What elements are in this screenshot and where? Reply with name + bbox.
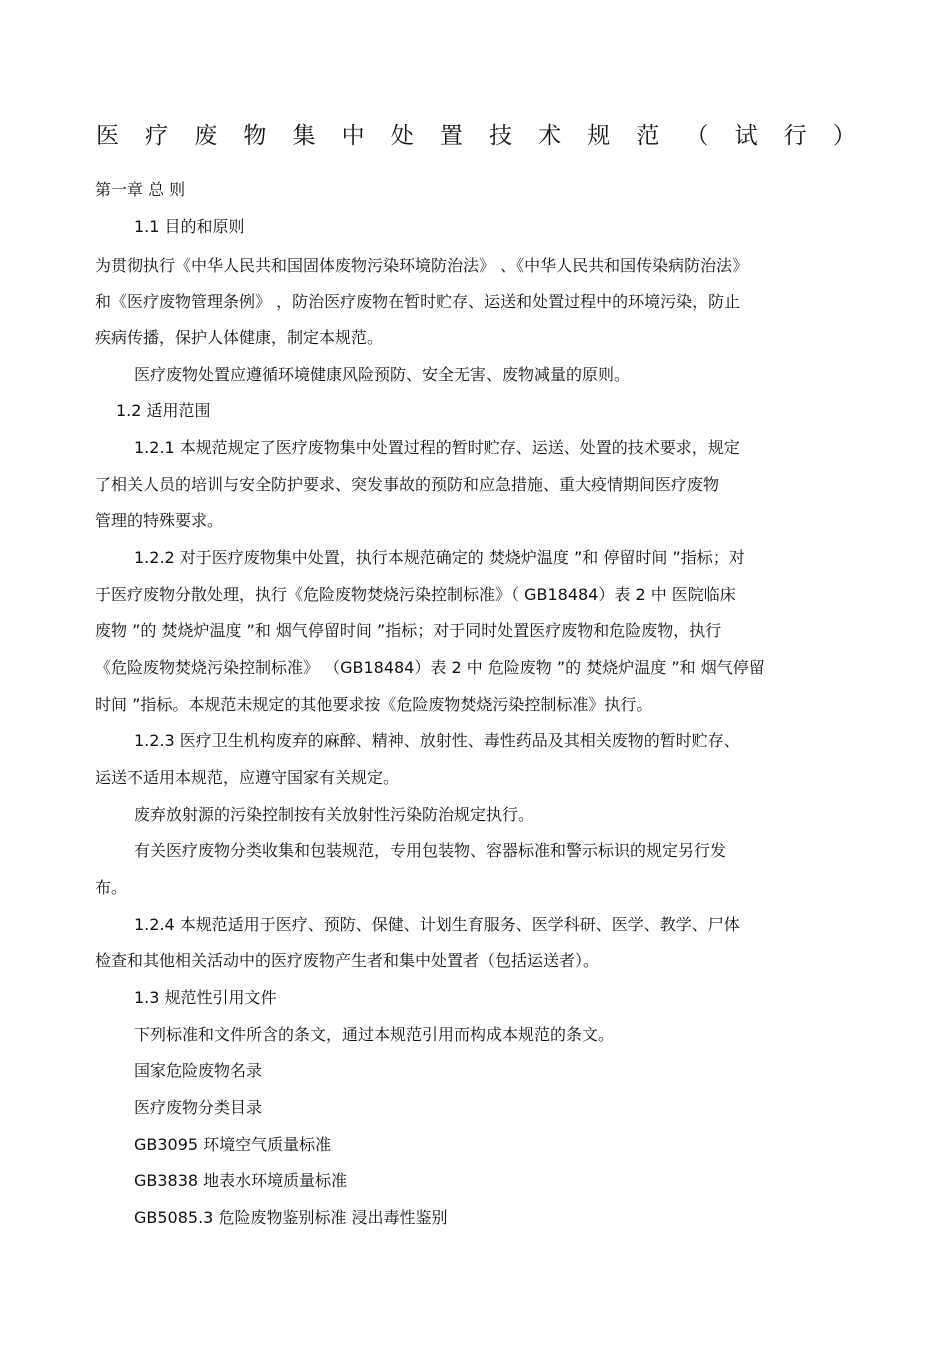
reference-item: 国家危险废物名录 (134, 1061, 263, 1080)
paragraph-line: 疾病传播，保护人体健康，制定本规范。 (95, 328, 384, 347)
title-char: 疗 (145, 122, 169, 149)
paragraph-line: 1.2.3 医疗卫生机构废弃的麻醉、精神、放射性、毒性药品及其相关废物的暂时贮存、 (134, 731, 740, 750)
paragraph-line: 《危险废物焚烧污染控制标准》 （GB18484）表 2 中 危险废物 ”的 焚烧炉温度 ”和 烟气停留 (95, 658, 765, 677)
paragraph-line: 管理的特殊要求。 (95, 511, 224, 530)
title-char: 废 (194, 122, 218, 149)
title-char: 集 (292, 122, 316, 149)
title-char: ） (832, 122, 856, 149)
paragraph-line: 时间 ”指标。本规范未规定的其他要求按《危险废物焚烧污染控制标准》执行。 (95, 695, 653, 714)
paragraph-line: 医疗废物处置应遵循环境健康风险预防、安全无害、废物减量的原则。 (134, 365, 631, 384)
paragraph-line: 1.2.4 本规范适用于医疗、预防、保健、计划生育服务、医学科研、医学、教学、尸体 (134, 915, 740, 934)
paragraph-line: 为贯彻执行《中华人民共和国固体废物污染环境防治法》 、《中华人民共和国传染病防治法》 (95, 256, 749, 275)
title-char: 物 (243, 122, 267, 149)
reference-item: GB3838 地表水环境质量标准 (134, 1171, 348, 1190)
paragraph-line: 检查和其他相关活动中的医疗废物产生者和集中处置者（包括运送者）。 (95, 951, 600, 970)
title-char: 置 (439, 122, 463, 149)
title-char: 试 (734, 122, 758, 149)
paragraph-line: 布。 (95, 878, 128, 897)
paragraph-line: 和《医疗废物管理条例》 ，防治医疗废物在暂时贮存、运送和处置过程中的环境污染，防止 (95, 292, 741, 311)
paragraph-line: 下列标准和文件所含的条文，通过本规范引用而构成本规范的条文。 (134, 1025, 615, 1044)
title-char: 处 (390, 122, 414, 149)
paragraph-line: 1.2.2 对于医疗废物集中处置，执行本规范确定的 焚烧炉温度 ”和 停留时间 ”指标；对 (134, 548, 745, 567)
paragraph-line: 有关医疗废物分类收集和包装规范，专用包装物、容器标准和警示标识的规定另行发 (134, 841, 727, 860)
chapter-heading: 第一章 总 则 (95, 180, 186, 199)
section-heading: 1.1 目的和原则 (134, 217, 245, 236)
reference-item: GB3095 环境空气质量标准 (134, 1135, 332, 1154)
paragraph-line: 1.2.1 本规范规定了医疗废物集中处置过程的暂时贮存、运送、处置的技术要求，规定 (134, 438, 740, 457)
paragraph-line: 于医疗废物分散处理，执行《危险废物焚烧污染控制标准》（ GB18484）表 2 中 医院临床 (95, 585, 736, 604)
reference-item: GB5085.3 危险废物鉴别标准 浸出毒性鉴别 (134, 1208, 448, 1227)
title-char: 中 (341, 122, 365, 149)
document-title (96, 116, 856, 150)
reference-item: 医疗废物分类目录 (134, 1098, 263, 1117)
paragraph-line: 废物 ”的 焚烧炉温度 ”和 烟气停留时间 ”指标；对于同时处置医疗废物和危险废物，执行 (95, 621, 722, 640)
section-heading: 1.2 适用范围 (116, 401, 211, 420)
title-char: 术 (538, 122, 562, 149)
title-char: 范 (636, 122, 660, 149)
paragraph-line: 运送不适用本规范，应遵守国家有关规定。 (95, 768, 400, 787)
title-char: （ (685, 122, 709, 149)
title-char: 规 (587, 122, 611, 149)
paragraph-line: 了相关人员的培训与安全防护要求、突发事故的预防和应急措施、重大疫情期间医疗废物 (95, 475, 720, 494)
title-char: 医 (96, 122, 119, 149)
section-heading: 1.3 规范性引用文件 (134, 988, 277, 1007)
paragraph-line: 废弃放射源的污染控制按有关放射性污染防治规定执行。 (134, 805, 535, 824)
title-char: 技 (489, 122, 512, 149)
title-char: 行 (783, 122, 807, 149)
